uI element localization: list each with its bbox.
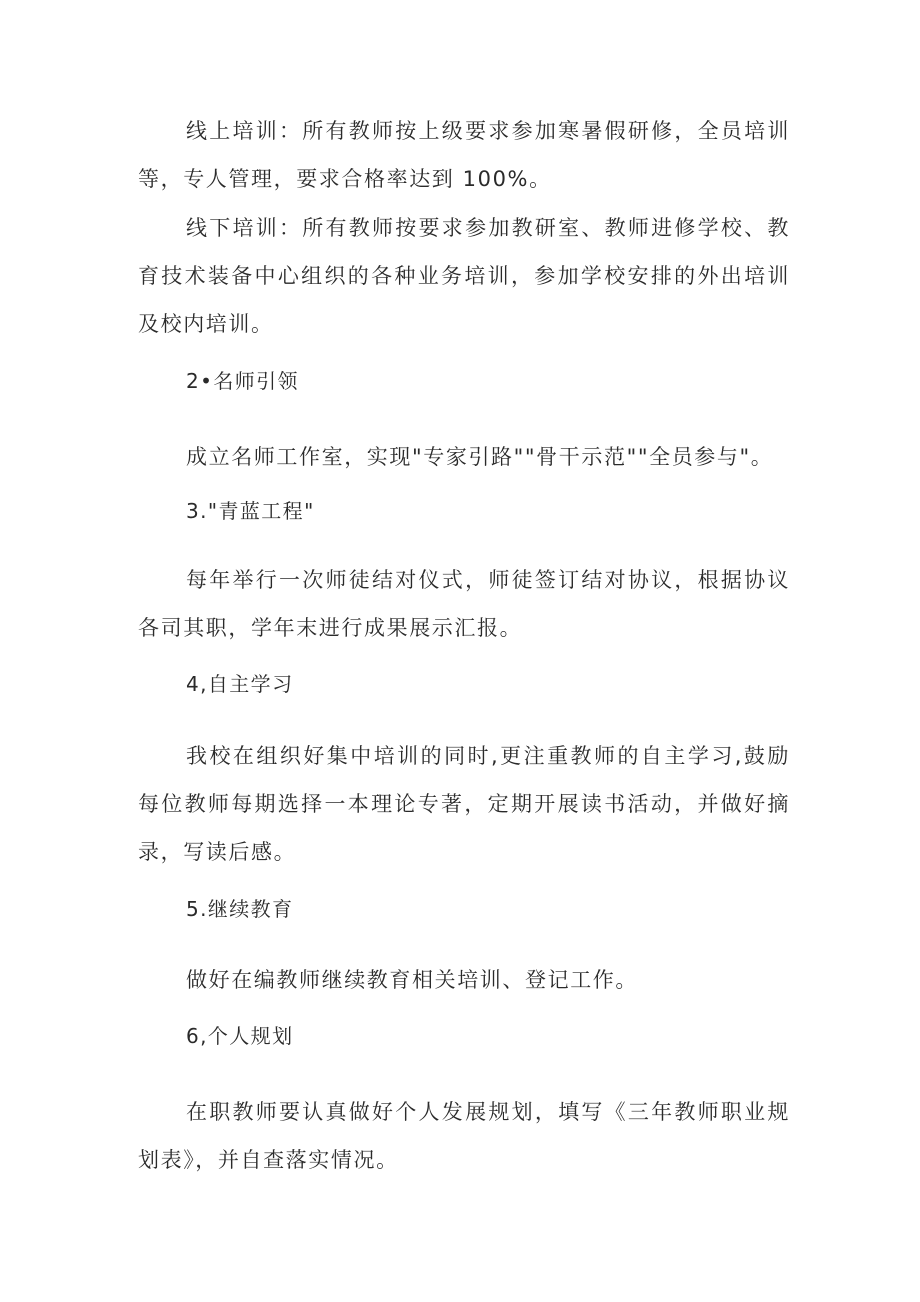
heading-famous-teacher: 2•名师引领 [186,369,299,393]
paragraph-mentoring: 每年举行一次师徒结对仪式，师徒签订结对协议，根据协议各司其职，学年末进行成果展示汇报。 [138,568,790,640]
heading-qinglan-project: 3."青蓝工程" [186,499,315,523]
paragraph-offline-training: 线下培训：所有教师按要求参加教研室、教师进修学校、教育技术装备中心组织的各种业务培训，参加学校安排的外出培训及校内培训。 [138,216,790,336]
paragraph-continuing-education: 做好在编教师继续教育相关培训、登记工作。 [186,968,638,992]
paragraph-online-training: 线上培训：所有教师按上级要求参加寒暑假研修，全员培训等，专人管理，要求合格率达到 100%。 [138,119,790,191]
heading-self-study: 4,自主学习 [186,672,294,696]
heading-continuing-education: 5.继续教育 [186,897,294,921]
paragraph-personal-plan: 在职教师要认真做好个人发展规划，填写《三年教师职业规划表》，并自查落实情况。 [138,1100,790,1172]
heading-personal-plan: 6,个人规划 [186,1024,294,1048]
paragraph-famous-teacher: 成立名师工作室，实现"专家引路""骨干示范""全员参与"。 [186,445,774,469]
paragraph-self-study: 我校在组织好集中培训的同时,更注重教师的自主学习,鼓励每位教师每期选择一本理论专著，定期开展读书活动，并做好摘录，写读后感。 [138,744,790,864]
